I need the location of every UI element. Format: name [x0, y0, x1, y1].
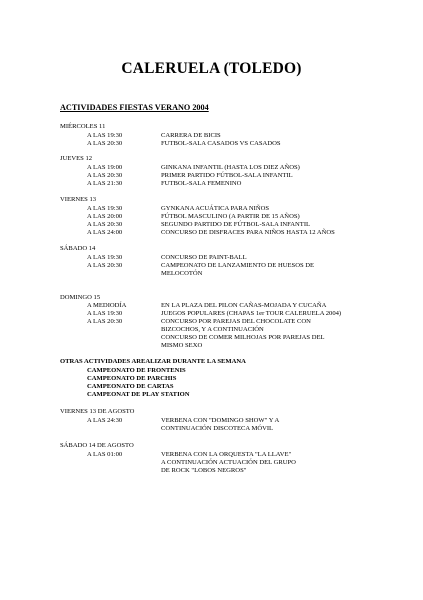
- event-time: A LAS 20:30: [87, 221, 123, 228]
- event-time: A LAS 20:00: [87, 213, 123, 220]
- event-activity: CONCURSO DE COMER MILHOJAS POR PAREJAS DEL: [161, 334, 325, 341]
- event-activity: FUTBOL-SALA CASADOS VS CASADOS: [161, 140, 281, 147]
- event-activity: CAMPEONATO DE LANZAMIENTO DE HUESOS DE: [161, 262, 315, 269]
- day-heading: JUEVES 12: [60, 155, 93, 162]
- event-activity: CONCURSO DE PAINT-BALL: [161, 254, 247, 261]
- event-activity: CONCURSO DE DISFRACES PARA NIÑOS HASTA 12 AÑOS: [161, 229, 335, 236]
- page-title: CALERUELA (TOLEDO): [121, 60, 302, 77]
- day-heading: DOMINGO 15: [60, 294, 101, 301]
- day-heading: SÁBADO 14: [60, 245, 96, 252]
- event-activity: FUTBOL-SALA FEMENINO: [161, 180, 242, 187]
- event-activity: JUEGOS POPULARES (CHAPAS 1er TOUR CALERUELA 2004): [161, 310, 342, 317]
- day-heading: MIÉRCOLES 11: [60, 123, 106, 130]
- event-time: A LAS 24:00: [87, 229, 123, 236]
- event-time: A LAS 24:30: [87, 417, 123, 424]
- section-heading: ACTIVIDADES FIESTAS VERANO 2004: [60, 103, 209, 112]
- event-time: A LAS 19:30: [87, 254, 123, 261]
- other-activities-heading: OTRAS ACTIVIDADES AREALIZAR DURANTE LA SEMANA: [60, 358, 246, 365]
- other-activity-item: CAMPEONATO DE PARCHIS: [87, 375, 177, 382]
- event-activity: VERBENA CON "DOMINGO SHOW" Y A: [161, 417, 280, 424]
- event-activity: VERBENA CON LA ORQUESTA "LA LLAVE": [161, 451, 292, 458]
- event-time: A LAS 20:30: [87, 262, 123, 269]
- day-heading: VIERNES 13: [60, 196, 97, 203]
- event-activity: GYNKANA ACUÁTICA PARA NIÑOS: [161, 205, 270, 212]
- event-activity: FÚTBOL MASCULINO (A PARTIR DE 15 AÑOS): [161, 213, 300, 220]
- event-time: A LAS 19:00: [87, 164, 123, 171]
- event-time: A LAS 01:00: [87, 451, 123, 458]
- event-activity: DE ROCK "LOBOS NEGROS": [161, 467, 247, 474]
- event-activity: MISMO SEXO: [161, 342, 203, 349]
- event-activity: BIZCOCHOS, Y A CONTINUACIÓN: [161, 326, 264, 333]
- event-time: A LAS 19:30: [87, 205, 123, 212]
- event-activity: A CONTINUACIÓN ACTUACIÓN DEL GRUPO: [161, 459, 296, 466]
- event-activity: PRIMER PARTIDO FÚTBOL-SALA INFANTIL: [161, 172, 293, 179]
- other-activity-item: CAMPEONATO DE FRONTENIS: [87, 367, 186, 374]
- event-time: A LAS 20:30: [87, 318, 123, 325]
- event-activity: CONCURSO POR PAREJAS DEL CHOCOLATE CON: [161, 318, 311, 325]
- event-time: A LAS 19:30: [87, 132, 123, 139]
- event-activity: SEGUNDO PARTIDO DE FÚTBOL-SALA INFANTIL: [161, 221, 311, 228]
- event-time: A LAS 20:30: [87, 172, 123, 179]
- event-activity: EN LA PLAZA DEL PILON CAÑAS-MOJADA Y CUCAÑA: [161, 302, 327, 309]
- event-activity: MELOCOTÓN: [161, 270, 203, 277]
- event-time: A MEDIODÍA: [87, 302, 127, 309]
- event-activity: GINKANA INFANTIL (HASTA LOS DIEZ AÑOS): [161, 164, 300, 171]
- other-activity-item: CAMPEONATO DE CARTAS: [87, 383, 174, 390]
- event-time: A LAS 19:30: [87, 310, 123, 317]
- day-heading: VIERNES 13 DE AGOSTO: [60, 408, 135, 415]
- event-time: A LAS 20:30: [87, 140, 123, 147]
- day-heading: SÁBADO 14 DE AGOSTO: [60, 442, 134, 449]
- event-time: A LAS 21:30: [87, 180, 123, 187]
- event-activity: CARRERA DE BICIS: [161, 132, 221, 139]
- other-activity-item: CAMPEONAT DE PLAY STATION: [87, 391, 190, 398]
- event-activity: CONTINUACIÓN DISCOTECA MÓVIL: [161, 425, 274, 432]
